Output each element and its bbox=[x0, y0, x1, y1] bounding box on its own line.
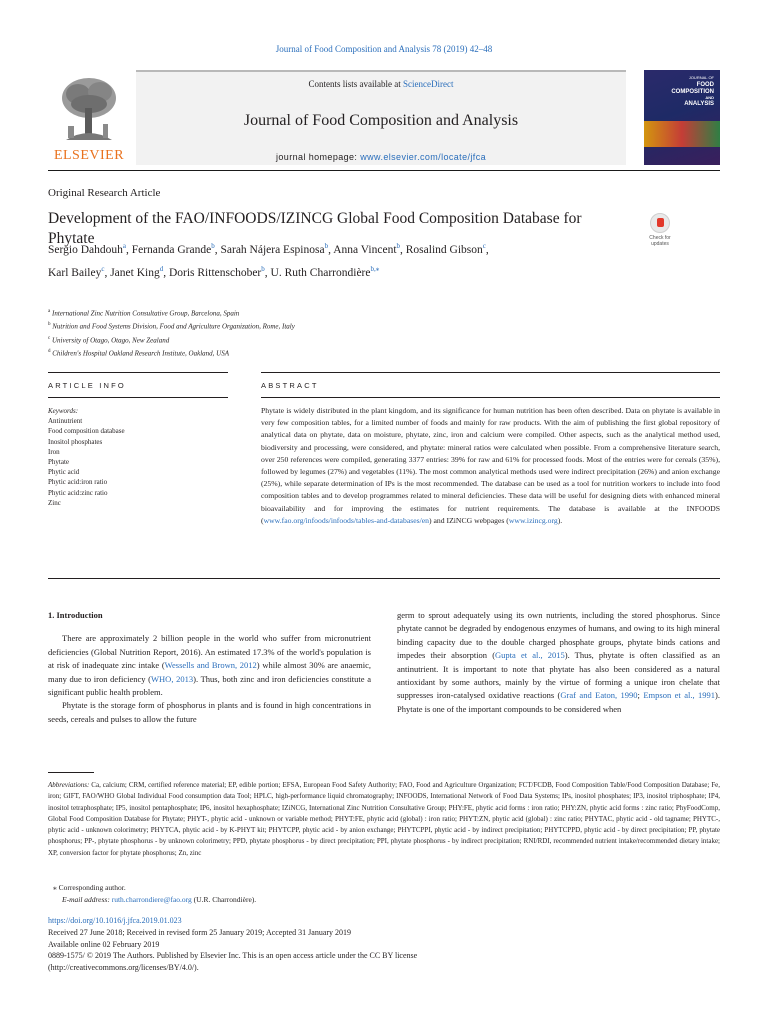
article-info-heading: ARTICLE INFO bbox=[48, 381, 126, 390]
author-list: Sergio Dahdouh$^a$, Fernanda Grande$^b$, Sarah Nájera Espinosa$^b$, Anna Vincent$^b$, Rosalind Gibson$^c$, Karl Bailey$^c$, Janet King$^d$, Doris Rittenschober$^b$, U. Ruth Charrondière$^{b,⁎}$ bbox=[48, 242, 489, 279]
author-affiliation-marker[interactable]: b bbox=[261, 264, 265, 273]
journal-cover-thumbnail[interactable] bbox=[644, 70, 720, 165]
body-column-right bbox=[397, 609, 720, 716]
body-paragraph bbox=[48, 632, 371, 699]
sciencedirect-link[interactable]: ScienceDirect bbox=[403, 79, 454, 89]
izincg-link[interactable]: www.izincg.org bbox=[508, 515, 558, 525]
available-online-date: Available online 02 February 2019 bbox=[48, 939, 160, 949]
email-suffix: (U.R. Charrondière). bbox=[191, 895, 257, 904]
crossmark-icon bbox=[650, 213, 670, 233]
elsevier-tree-icon bbox=[58, 74, 120, 146]
keyword-item: Iron bbox=[48, 447, 60, 456]
license-url[interactable]: (http://creativecommons.org/licenses/BY/4.0/). bbox=[48, 963, 199, 973]
citation-link[interactable]: Wessells and Brown, 2012 bbox=[164, 660, 257, 671]
affiliation-text: International Zinc Nutrition Consultative Group, Barcelona, Spain bbox=[51, 309, 240, 318]
paragraph-text: ). Thus, phytate is often classified as an antinutrient. It is important to note that phytate has also been considered as a natural antioxidant by some authors, mainly by the virtue of forming a unique iron chelate that suppresses iron-catalysed oxidative reactions ( bbox=[397, 650, 720, 701]
paragraph-text: There are approximately 2 billion people in the world who suffer from micronutrient deficiencies (Global Nutrition Report, 2016). An estimated 17.3% of the world's population is at risk of inadequate zinc intake ( bbox=[48, 633, 371, 671]
journal-homepage-line bbox=[136, 152, 626, 162]
corresponding-text: Corresponding author. bbox=[56, 883, 126, 892]
masthead-divider bbox=[48, 170, 720, 171]
author-name[interactable]: Doris Rittenschober bbox=[168, 266, 262, 279]
body-paragraph: Phytate is the storage form of phosphorus in plants and is found in high concentrations in seeds, cereals and pulses to allow the future bbox=[48, 700, 371, 724]
author-name[interactable]: Sarah Nájera Espinosa bbox=[220, 243, 325, 256]
author-name[interactable]: Fernanda Grande bbox=[131, 243, 212, 256]
abstract-body: ). bbox=[557, 515, 563, 525]
affiliation-text: University of Otago, Otago, New Zealand bbox=[51, 335, 170, 344]
keyword-item: Food composition database bbox=[48, 427, 125, 436]
author-affiliation-marker[interactable]: b bbox=[211, 242, 215, 250]
crossmark-button[interactable] bbox=[645, 213, 675, 249]
author-affiliation-marker[interactable]: b,⁎ bbox=[370, 264, 380, 273]
homepage-prefix: journal homepage: bbox=[275, 152, 361, 162]
article-type: Original Research Article bbox=[48, 187, 161, 199]
body-paragraph bbox=[397, 609, 720, 716]
affiliation-text: Nutrition and Food Systems Division, Food and Agriculture Organization, Rome, Italy bbox=[52, 322, 295, 331]
article-info-top-rule bbox=[48, 372, 228, 373]
affiliation-item bbox=[48, 306, 648, 319]
paragraph-text: ; bbox=[637, 690, 644, 701]
affiliation-marker: c bbox=[48, 335, 51, 341]
abbreviations-footnote bbox=[48, 780, 720, 859]
affiliation-item bbox=[48, 346, 648, 359]
affiliation-marker: d bbox=[48, 348, 51, 354]
paragraph-text: ). Phytate is one of the important compounds to be considered when bbox=[397, 690, 720, 714]
citation-link[interactable]: Graf and Eaton, 1990 bbox=[560, 690, 638, 701]
abstract-top-rule bbox=[261, 372, 720, 373]
paragraph-text: ) while almost 30% are anaemic, many due to iron deficiency ( bbox=[48, 660, 371, 684]
keywords-label: Keywords: bbox=[48, 407, 79, 415]
footnote-divider bbox=[48, 772, 94, 773]
abstract-text bbox=[261, 405, 720, 527]
abstract-mid-rule bbox=[261, 397, 720, 398]
author-name[interactable]: Sergio Dahdouh bbox=[48, 243, 123, 256]
cover-line: COMPOSITION bbox=[671, 89, 714, 95]
author-name[interactable]: Anna Vincent bbox=[333, 243, 397, 256]
author-affiliation-marker[interactable]: b bbox=[396, 242, 401, 250]
author-affiliation-marker[interactable]: b bbox=[324, 242, 329, 250]
author-name[interactable]: Karl Bailey bbox=[48, 266, 102, 279]
cover-line: AND bbox=[705, 95, 714, 100]
crossmark-label: Check for updates bbox=[649, 235, 671, 247]
keyword-item: Antinutrient bbox=[48, 417, 83, 426]
abbreviations-text: Ca, calcium; CRM, certified reference material; EP, edible portion; EFSA, European Food Safety Authority; FAO, Food and Agriculture Organization; FCT/FCDB, Food Composition Table/Food Composition Database; Fe, iron; GIFT, FAO/WHO Global Individual Food consumption data Tool; HPLC, high-performance liquid chromatography; INFOODS, International Network of Food Data Systems; IPs, inositol phosphates; IP3, inositol triphosphate; IP4, inositol tetraphosphate; IP5, inositol pentaphosphate; IP6, inositol hexaphosphate; IZiNCG, International Zinc Nutrition Consultative Group; PHY:FE, phytic acid forms : iron ratio; PHY:ZN, phytic acid forms : zinc ratio; PhyFoodComp, Global Food Composition Database for Phytate; PHYT-, phytic acid - unknown or variable method; PHYT:FE, phytic acid (global) : iron ratio; PHYT:ZN, phytic acid (global) : zinc ratio; PHYTAC, phytic acid - old tagname; PHYTC-, phytic acid - unknown colorimetry; PHYTCA, phytic acid - by K-PHYT kit; PHYTCPP, phytic acid - by anion exchange; PHYTCPPI, phytic acid - by indirect precipitation; PHYTCPPD, phytic acid - by direct precipitation; PP, phytate phosphorus; PP-, phytate phosphorus - by unknown colorimetry; PPD, phytate phosphorus - by direct precipitation; PPI, phytate phosphorus - by indirect precipitation; RNI/RDI, recommended nutrient intake/recommended dietary intake; XP, conversion factor for phytate phosphorus; Zn, zinc bbox=[48, 781, 720, 857]
doi-link[interactable]: https://doi.org/10.1016/j.jfca.2019.01.023 bbox=[48, 916, 182, 925]
author-affiliation-marker[interactable]: c bbox=[482, 242, 486, 250]
journal-reference-link[interactable]: Journal of Food Composition and Analysis 78 (2019) 42–48 bbox=[275, 44, 493, 54]
contents-available-line bbox=[136, 79, 626, 89]
body-column-left bbox=[48, 609, 371, 726]
citation-link[interactable]: Gupta et al., 2015 bbox=[495, 650, 565, 661]
abstract-heading: ABSTRACT bbox=[261, 381, 319, 390]
citation-link[interactable]: WHO, 2013 bbox=[151, 673, 194, 684]
keyword-item: Inositol phosphates bbox=[48, 437, 103, 446]
corresponding-author-note bbox=[53, 883, 126, 892]
affiliation-list bbox=[48, 306, 648, 359]
abstract-body: Phytate is widely distributed in the plant kingdom, and its significance for human nutrition has been often described. Data on phytate is available in very few composition tables, for a limited number of foods and mainly for raw products. With the aim of publishing the first global repository of analytical data on phytate, data on moisture, phytate, zinc, iron and calcium were compiled. Other aspects, such as the analytical method used, biodiversity and processing, were considered, and phytate: mineral ratios were calculated when possible. From a comprehensive literature search, over 250 references were compiled, generating 3377 entries: 39% for raw and 61% for processed foods. Most of the entries were for cereals (35%), followed by legumes (27%) and vegetables (11%). The most common analytical methods used were indirect precipitation (26%) and anion exchange (25%), while separate determination of IPs is the most recommended. The database can be used as a tool for nutrition workers to include into food composition tables and to develop programmes related to mineral deficiencies. These data will be useful for designing diets with enhanced mineral bioavailability and for improving the estimates for nutrient requirements. The database is available at the INFOODS ( bbox=[261, 406, 720, 525]
author-affiliation-marker[interactable]: d bbox=[159, 264, 164, 273]
cover-line: JOURNAL OF bbox=[688, 75, 714, 80]
cover-line: ANALYSIS bbox=[684, 101, 714, 107]
keyword-item: Phytic acid:iron ratio bbox=[48, 478, 108, 487]
keyword-item: Phytic acid bbox=[48, 468, 80, 477]
license-line: 0889-1575/ © 2019 The Authors. Published by Elsevier Inc. This is an open access article under the CC BY license bbox=[48, 951, 418, 961]
elsevier-wordmark: ELSEVIER bbox=[53, 148, 125, 163]
keywords-list bbox=[48, 406, 228, 508]
corresponding-marker: ⁎ bbox=[53, 883, 57, 892]
article-info-mid-rule bbox=[48, 397, 228, 398]
paragraph-text: ). Thus, both zinc and iron deficiencies constitute a significant public health problem. bbox=[48, 673, 371, 698]
journal-homepage-link[interactable]: www.elsevier.com/locate/jfca bbox=[360, 152, 486, 162]
contents-prefix: Contents lists available at bbox=[308, 79, 403, 89]
keyword-item: Zinc bbox=[48, 498, 61, 507]
email-note bbox=[62, 895, 256, 904]
affiliation-marker: a bbox=[48, 309, 51, 314]
masthead bbox=[48, 70, 720, 171]
abstract-body: ) and IZiNCG webpages ( bbox=[429, 515, 509, 525]
journal-name: Journal of Food Composition and Analysis bbox=[243, 112, 519, 129]
author-name[interactable]: Rosalind Gibson bbox=[405, 243, 483, 256]
keyword-item: Phytic acid:zinc ratio bbox=[48, 488, 108, 497]
author-affiliation-marker[interactable]: a bbox=[122, 242, 126, 250]
keyword-item: Phytate bbox=[48, 458, 69, 467]
section-heading-introduction: 1. Introduction bbox=[48, 610, 103, 620]
journal-title-box bbox=[136, 70, 626, 165]
paragraph-text: germ to sprout adequately using its own nutrients, including the stored phosphorus. Since phytate cannot be degraded by endogenous enzymes of humans, and owing to its high mineral binding capacity due to the double charged phosphate groups, phytate binds cations and impedes their absorption ( bbox=[397, 610, 720, 661]
abbreviations-label: Abbreviations: bbox=[48, 781, 90, 789]
affiliation-marker: b bbox=[48, 322, 51, 328]
email-label: E-mail address: bbox=[62, 895, 110, 904]
author-name[interactable]: U. Ruth Charrondière bbox=[270, 266, 371, 279]
citation-link[interactable]: Empson et al., 1991 bbox=[643, 690, 716, 701]
received-dates: Received 27 June 2018; Received in revised form 25 January 2019; Accepted 31 January 2019 bbox=[48, 927, 352, 937]
cover-line: FOOD bbox=[696, 82, 714, 88]
author-name[interactable]: Janet King bbox=[110, 266, 160, 279]
affiliation-item bbox=[48, 333, 648, 346]
author-affiliation-marker[interactable]: c bbox=[101, 264, 105, 273]
publication-info bbox=[48, 915, 720, 974]
article-title: Development of the FAO/INFOODS/IZINCG Global Food Composition Database for Phytate bbox=[48, 210, 582, 247]
abstract-bottom-rule bbox=[48, 578, 720, 579]
elsevier-logo[interactable] bbox=[48, 70, 130, 165]
affiliation-text: Children's Hospital Oakland Research Institute, Oakland, USA bbox=[52, 349, 229, 358]
infoods-link[interactable]: www.fao.org/infoods/infoods/tables-and-databases/en bbox=[263, 515, 430, 525]
author-email-link[interactable]: ruth.charrondiere@fao.org bbox=[111, 895, 192, 904]
affiliation-item bbox=[48, 319, 648, 332]
cover-graphic bbox=[644, 121, 720, 147]
